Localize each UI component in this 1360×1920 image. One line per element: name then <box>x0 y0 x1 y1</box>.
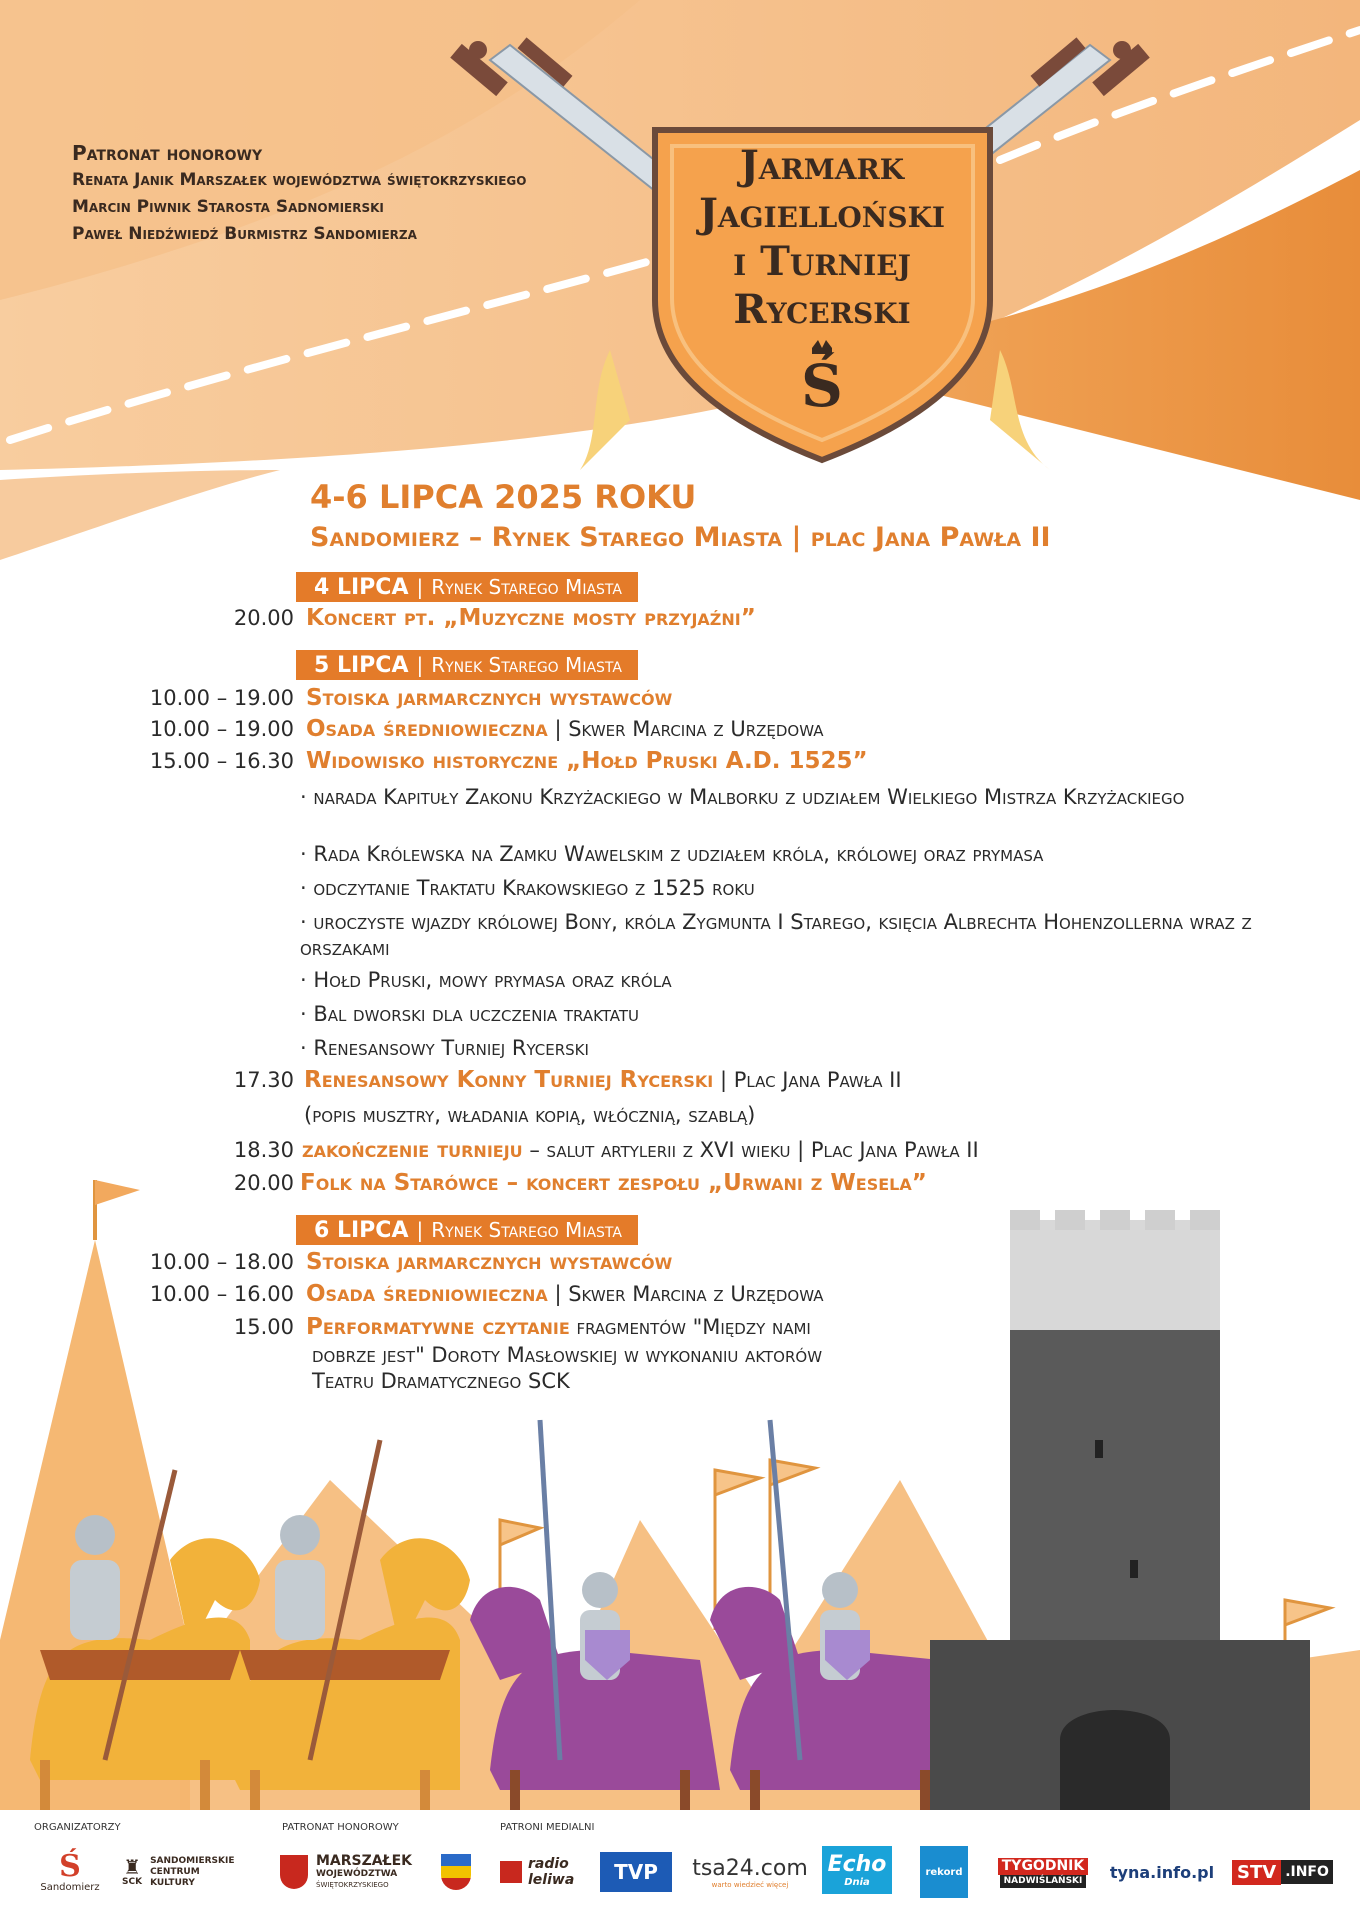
program-bullet: · odczytanie Traktatu Krakowskiego z 1525 roku <box>300 876 755 900</box>
county-crest-icon <box>436 1846 476 1898</box>
day-location: Rynek Starego Miasta <box>431 575 622 599</box>
title-line: Jarmark <box>739 142 905 189</box>
honorary-patronage <box>72 140 526 248</box>
program-bullet: · uroczyste wjazdy królowej Bony, króla Zygmunta I Starego, księcia Albrechta Hohenzollerna wraz z orszakami <box>300 910 1252 960</box>
event-note: (popis musztry, władania kopią, włócznią, szablą) <box>304 1103 756 1127</box>
event-time: 10.00 – 19.00 <box>149 717 294 741</box>
event-title: Osada średniowieczna <box>306 1281 548 1307</box>
event-time: 10.00 – 18.00 <box>149 1250 294 1274</box>
event-note: | Skwer Marcina z Urzędowa <box>554 1282 824 1306</box>
event-title: zakończenie turnieju <box>302 1137 523 1163</box>
event-note: | Skwer Marcina z Urzędowa <box>554 717 824 741</box>
event-title: Stoiska jarmarcznych wystawców <box>306 685 673 711</box>
event-place: Sandomierz – Rynek Starego Miasta | plac Jana Pawła II <box>310 522 1051 553</box>
voivodeship-crest-icon <box>280 1855 308 1889</box>
day-header-4-lipca <box>296 572 638 602</box>
day-date: 5 LIPCA <box>314 653 409 678</box>
marszalek-logo <box>280 1846 420 1898</box>
sandomierz-emblem-icon: Ś <box>59 1848 81 1884</box>
tyna-logo: tyna.info.pl <box>1109 1862 1215 1882</box>
stv-subtext: .INFO <box>1281 1860 1333 1884</box>
program-bullet: · Renesansowy Turniej Rycerski <box>300 1036 589 1060</box>
gate-tower <box>930 1210 1310 1810</box>
event-title: Renesansowy Konny Turniej Rycerski <box>304 1067 714 1093</box>
stv-text: STV <box>1232 1860 1281 1885</box>
event-time: 10.00 – 16.00 <box>149 1282 294 1306</box>
radio-icon <box>500 1861 522 1883</box>
title-line: Rycerski <box>733 286 911 333</box>
tsa24-subtext: warto wiedzieć więcej <box>711 1880 789 1889</box>
echo-dnia-logo <box>822 1846 892 1894</box>
radio-line: leliwa <box>528 1872 575 1888</box>
radio-leliwa-logo <box>500 1846 580 1898</box>
program-bullet: · Bal dworski dla uczczenia traktatu <box>300 1002 639 1026</box>
day-location: Rynek Starego Miasta <box>431 653 622 677</box>
tsa24-text: tsa24.com <box>692 1855 808 1881</box>
honorary-label: PATRONAT HONOROWY <box>282 1822 399 1833</box>
program-bullet: · narada Kapituły Zakonu Krzyżackiego w Malborku z udziałem Wielkiego Mistrza Krzyżackiego <box>300 785 1185 809</box>
tsa24-logo <box>690 1846 810 1898</box>
sck-abbr: SCK <box>122 1877 143 1887</box>
marszalek-line: ŚWIĘTOKRZYSKIEGO <box>316 1881 389 1889</box>
day-header-5-lipca <box>296 650 638 680</box>
event-note: | Plac Jana Pawła II <box>719 1068 902 1092</box>
event-time: 15.00 – 16.30 <box>149 749 294 773</box>
event-dates: 4-6 LIPCA 2025 ROKU <box>310 478 697 516</box>
sandomierz-emblem-icon: Ś <box>801 352 843 420</box>
day-date: 6 LIPCA <box>314 1218 409 1243</box>
echo-subtext: Dnia <box>844 1876 870 1888</box>
sck-line: SANDOMIERSKIE <box>150 1855 235 1866</box>
day-date: 4 LIPCA <box>314 575 409 600</box>
organizers-label: ORGANIZATORZY <box>34 1822 121 1833</box>
patronage-line: Paweł Niedźwiedź Burmistrz Sandomierza <box>72 224 417 244</box>
event-title: Folk na Starówce – koncert zespołu „Urwani z Wesela” <box>300 1170 927 1196</box>
patronage-line: Renata Janik Marszałek województwa świętokrzyskiego <box>72 170 527 190</box>
event-title <box>672 142 972 334</box>
event-time: 10.00 – 19.00 <box>149 686 294 710</box>
event-time: 17.30 <box>233 1068 294 1092</box>
event-title: Stoiska jarmarcznych wystawców <box>306 1249 673 1275</box>
echo-text: Echo <box>827 1851 887 1877</box>
day-location: Rynek Starego Miasta <box>431 1218 622 1242</box>
sck-line: KULTURY <box>150 1877 195 1888</box>
event-title: Widowisko historyczne „Hołd Pruski A.D. 1525” <box>306 748 868 774</box>
marszalek-line: WOJEWÓDZTWA <box>316 1869 398 1879</box>
tvp-logo: TVP <box>600 1852 672 1892</box>
event-time: 18.30 <box>233 1138 294 1162</box>
event-note: fragmentów "Między nami <box>576 1315 811 1339</box>
left-band <box>0 470 280 560</box>
event-continuation: dobrze jest" Doroty Masłowskiej w wykonaniu aktorów <box>312 1343 823 1367</box>
tygodnik-nadwislanski-logo <box>990 1856 1096 1890</box>
sck-line: CENTRUM <box>150 1866 200 1877</box>
radio-line: radio <box>528 1856 569 1872</box>
event-note: – salut artylerii z XVI wieku | Plac Jana Pawła II <box>529 1138 979 1162</box>
sandomierz-logo-text: Sandomierz <box>40 1881 100 1893</box>
program-bullet: · Rada Królewska na Zamku Wawelskim z udziałem króla, królowej oraz prymasa <box>300 842 1044 866</box>
event-time: 20.00 <box>233 1171 294 1195</box>
day-separator: | <box>416 575 424 599</box>
left-castle-flag <box>95 1180 140 1205</box>
patronage-heading: Patronat honorowy <box>72 141 263 165</box>
tygodnik-line: TYGODNIK <box>998 1858 1088 1875</box>
stv-logo <box>1232 1846 1332 1898</box>
title-line: Jagielloński <box>698 190 945 237</box>
sck-logo <box>122 1846 262 1898</box>
day-separator: | <box>416 653 424 677</box>
program-bullet: · Hołd Pruski, mowy prymasa oraz króla <box>300 968 672 992</box>
tygodnik-line: NADWIŚLAŃSKI <box>1000 1875 1087 1888</box>
event-time: 20.00 <box>233 606 294 630</box>
marszalek-line: MARSZAŁEK <box>316 1853 413 1869</box>
event-title: Osada średniowieczna <box>306 716 548 742</box>
event-title: Performatywne czytanie <box>306 1314 570 1340</box>
sandomierz-logo <box>30 1846 110 1898</box>
event-time: 15.00 <box>233 1315 294 1339</box>
sck-emblem-icon: ♜ SCK <box>122 1855 143 1887</box>
event-continuation: Teatru Dramatycznego SCK <box>312 1369 570 1393</box>
title-line: i Turniej <box>733 238 911 285</box>
rekord-logo: rekord <box>920 1846 968 1898</box>
day-separator: | <box>416 1218 424 1242</box>
event-title: Koncert pt. „Muzyczne mosty przyjaźni” <box>306 605 756 631</box>
media-label: PATRONI MEDIALNI <box>500 1822 595 1833</box>
patronage-line: Marcin Piwnik Starosta Sadnomierski <box>72 197 384 217</box>
day-header-6-lipca <box>296 1215 638 1245</box>
